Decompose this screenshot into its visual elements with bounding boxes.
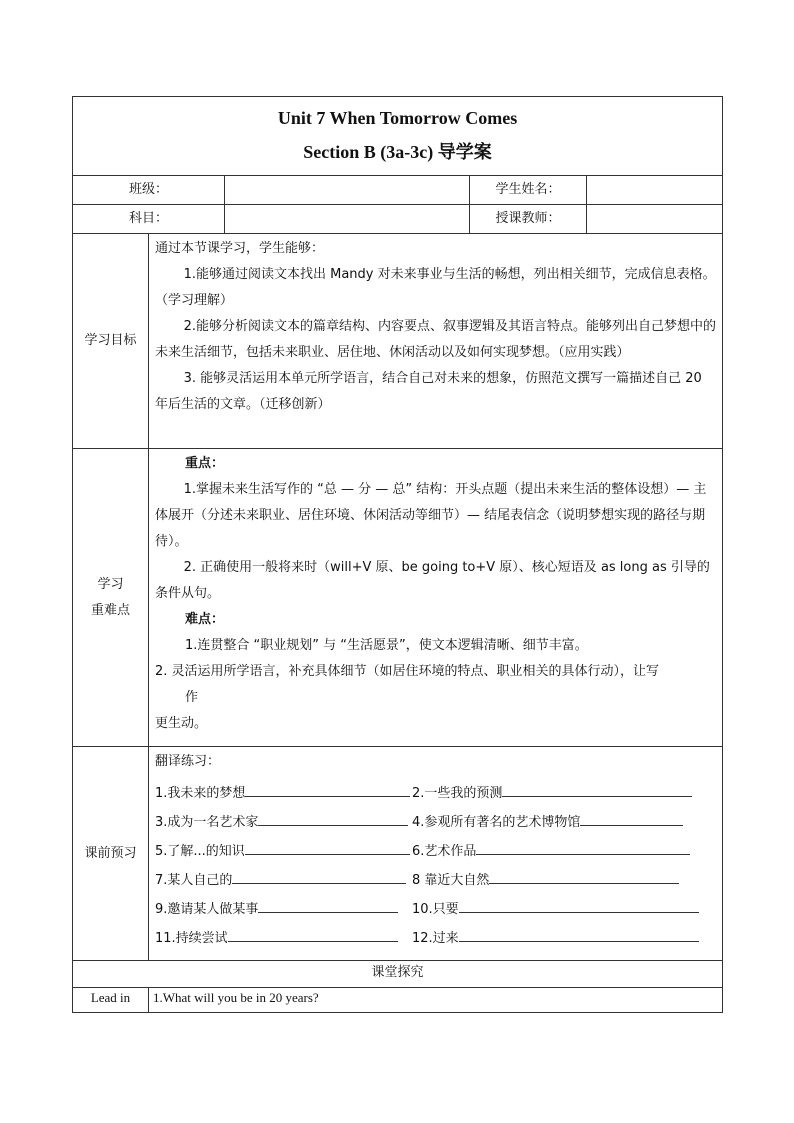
translation-item: 7.某人自己的 [155, 873, 233, 888]
worksheet [72, 96, 722, 1013]
student-name-label: 学生姓名： [470, 176, 587, 205]
preview-title: 翻译练习： [155, 754, 221, 769]
translation-item: 5.了解...的知识 [155, 844, 245, 859]
answer-blank[interactable] [476, 840, 690, 855]
class-explore-header: 课堂探究 [73, 961, 723, 988]
difficulty-item: 2. 灵活运用所学语言，补充具体细节（如居住环境的特点、职业相关的具体行动），让写 [155, 664, 660, 679]
teacher-label: 授课教师： [470, 205, 587, 234]
objective-item: 1.能够通过阅读文本找出 Mandy 对未来事业与生活的畅想，列出相关细节，完成信息表格。（学习理解） [155, 267, 716, 308]
answer-blank[interactable] [245, 782, 410, 797]
answer-blank[interactable] [258, 898, 398, 913]
leadin-question: 1.What will you be in 20 years? [149, 988, 723, 1013]
difficulty-title: 难点： [185, 612, 225, 627]
objectives-intro: 通过本节课学习，学生能够： [155, 241, 325, 256]
difficulty-item: 1.连贯整合 “职业规划” 与 “生活愿景”，使文本逻辑清晰、细节丰富。 [185, 638, 588, 653]
translation-item: 12.过来 [412, 931, 459, 946]
keypoints-content [149, 449, 723, 747]
subject-field[interactable] [225, 205, 470, 234]
translation-item: 6.艺术作品 [412, 844, 477, 859]
keypoints-label-line2: 重难点 [90, 602, 130, 618]
key-title: 重点： [185, 456, 225, 471]
objective-item: 3. 能够灵活运用本单元所学语言，结合自己对未来的想象，仿照范文撰写一篇描述自己 20 年后生活的文章。（迁移创新） [155, 371, 702, 412]
subject-label: 科目： [73, 205, 225, 234]
objective-item: 2.能够分析阅读文本的篇章结构、内容要点、叙事逻辑及其语言特点。能够列出自己梦想中的未来生活细节，包括未来职业、居住地、休闲活动以及如何实现梦想。（应用实践） [155, 319, 716, 360]
unit-title: Unit 7 When Tomorrow Comes [277, 108, 518, 128]
translation-item: 1.我未来的梦想 [155, 786, 246, 801]
translation-item: 11.持续尝试 [155, 931, 228, 946]
worksheet-table [72, 96, 723, 1013]
translation-row [155, 866, 718, 895]
translation-row [155, 808, 718, 837]
translation-item: 8 靠近大自然 [412, 873, 490, 888]
translation-row [155, 837, 718, 866]
answer-blank[interactable] [245, 840, 410, 855]
answer-blank[interactable] [502, 782, 692, 797]
translation-item: 4.参观所有著名的艺术博物馆 [412, 815, 581, 830]
answer-blank[interactable] [580, 811, 683, 826]
keypoints-label-line1: 学习 [97, 576, 124, 592]
section-title: Section B (3a-3c) 导学案 [303, 142, 492, 162]
student-name-field[interactable] [587, 176, 723, 205]
answer-blank[interactable] [258, 811, 408, 826]
difficulty-item-end: 更生动。 [155, 716, 208, 731]
translation-row [155, 779, 718, 808]
keypoints-label [73, 449, 149, 747]
leadin-label: Lead in [73, 988, 149, 1013]
class-field[interactable] [225, 176, 470, 205]
translation-row [155, 924, 718, 953]
answer-blank[interactable] [459, 927, 699, 942]
preview-content [149, 747, 723, 961]
translation-row [155, 895, 718, 924]
title-cell [73, 97, 723, 176]
translation-item: 9.邀请某人做某事 [155, 902, 259, 917]
difficulty-item-wrap: 作 [185, 690, 199, 705]
teacher-field[interactable] [587, 205, 723, 234]
answer-blank[interactable] [459, 898, 699, 913]
objectives-content [149, 234, 723, 449]
objectives-label: 学习目标 [73, 234, 149, 449]
translation-item: 3.成为一名艺术家 [155, 815, 259, 830]
answer-blank[interactable] [232, 869, 406, 884]
translation-item: 2.一些我的预测 [412, 786, 503, 801]
answer-blank[interactable] [489, 869, 679, 884]
key-item: 2. 正确使用一般将来时（will+V 原、be going to+V 原）、核心短语及 as long as 引导的条件从句。 [155, 560, 710, 601]
preview-label: 课前预习 [73, 747, 149, 961]
class-label: 班级： [73, 176, 225, 205]
answer-blank[interactable] [228, 927, 398, 942]
translation-item: 10.只要 [412, 902, 459, 917]
key-item: 1.掌握未来生活写作的 “总 — 分 — 总” 结构：开头点题（提出未来生活的整体设想）— 主体展开（分述未来职业、居住环境、休闲活动等细节）— 结尾表信念（说明梦想实现的路径与期待）。 [155, 482, 707, 549]
